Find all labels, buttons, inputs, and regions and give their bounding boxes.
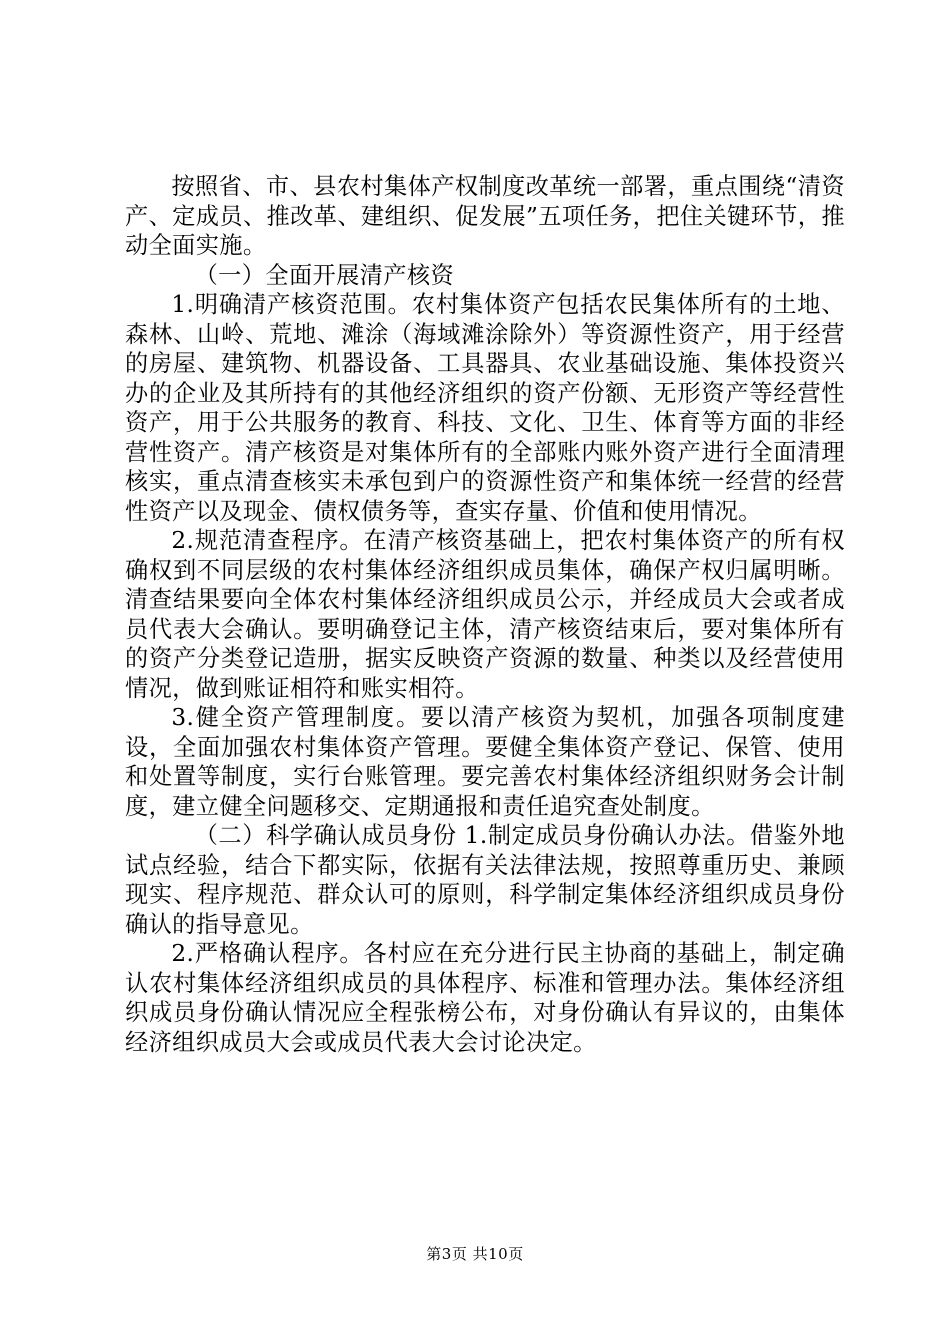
paragraph-section-2: （二）科学确认成员身份 1.制定成员身份确认办法。借鉴外地试点经验，结合下都实际，依据有关法律法规，按照尊重历史、兼顾现实、程序规范、群众认可的原则，科学制定集体经济组织成员身份确认的指导意见。	[125, 822, 845, 938]
section-heading-1: （一）全面开展清产核资	[194, 261, 455, 289]
paragraph-2-2: 2.严格确认程序。各村应在充分进行民主协商的基础上，制定确认农村集体经济组织成员的具体程序、标准和管理办法。集体经济组织成员身份确认情况应全程张榜公布，对身份确认有异议的，由集体经济组织成员大会或成员代表大会讨论决定。	[125, 940, 845, 1056]
paragraph-1-1: 1.明确清产核资范围。农村集体资产包括农民集体所有的土地、森林、山岭、荒地、滩涂（海域滩涂除外）等资源性资产，用于经营的房屋、建筑物、机器设备、工具器具、农业基础设施、集体投资兴办的企业及其所持有的其他经济组织的资产份额、无形资产等经营性资产，用于公共服务的教育、科技、文化、卫生、体育等方面的非经营性资产。清产核资是对集体所有的全部账内账外资产进行全面清理核实，重点清查核实未承包到户的资源性资产和集体统一经营的经营性资产以及现金、债权债务等，查实存量、价值和使用情况。	[125, 291, 845, 525]
page-footer: 第3页 共10页	[426, 1245, 524, 1263]
paragraph-1-2: 2.规范清查程序。在清产核资基础上，把农村集体资产的所有权确权到不同层级的农村集体经济组织成员集体，确保产权归属明晰。清查结果要向全体农村集体经济组织成员公示，并经成员大会或者成员代表大会确认。要明确登记主体，清产核资结束后，要对集体所有的资产分类登记造册，据实反映资产资源的数量、种类以及经营使用情况，做到账证相符和账实相符。	[125, 527, 845, 702]
paragraph-intro: 按照省、市、县农村集体产权制度改革统一部署，重点围绕“清资产、定成员、推改革、建组织、促发展”五项任务，把住关键环节，推动全面实施。	[125, 173, 845, 259]
document-body	[125, 172, 845, 1057]
paragraph-1-3: 3.健全资产管理制度。要以清产核资为契机，加强各项制度建设，全面加强农村集体资产管理。要健全集体资产登记、保管、使用和处置等制度，实行台账管理。要完善农村集体经济组织财务会计制度，建立健全问题移交、定期通报和责任追究查处制度。	[125, 704, 845, 820]
